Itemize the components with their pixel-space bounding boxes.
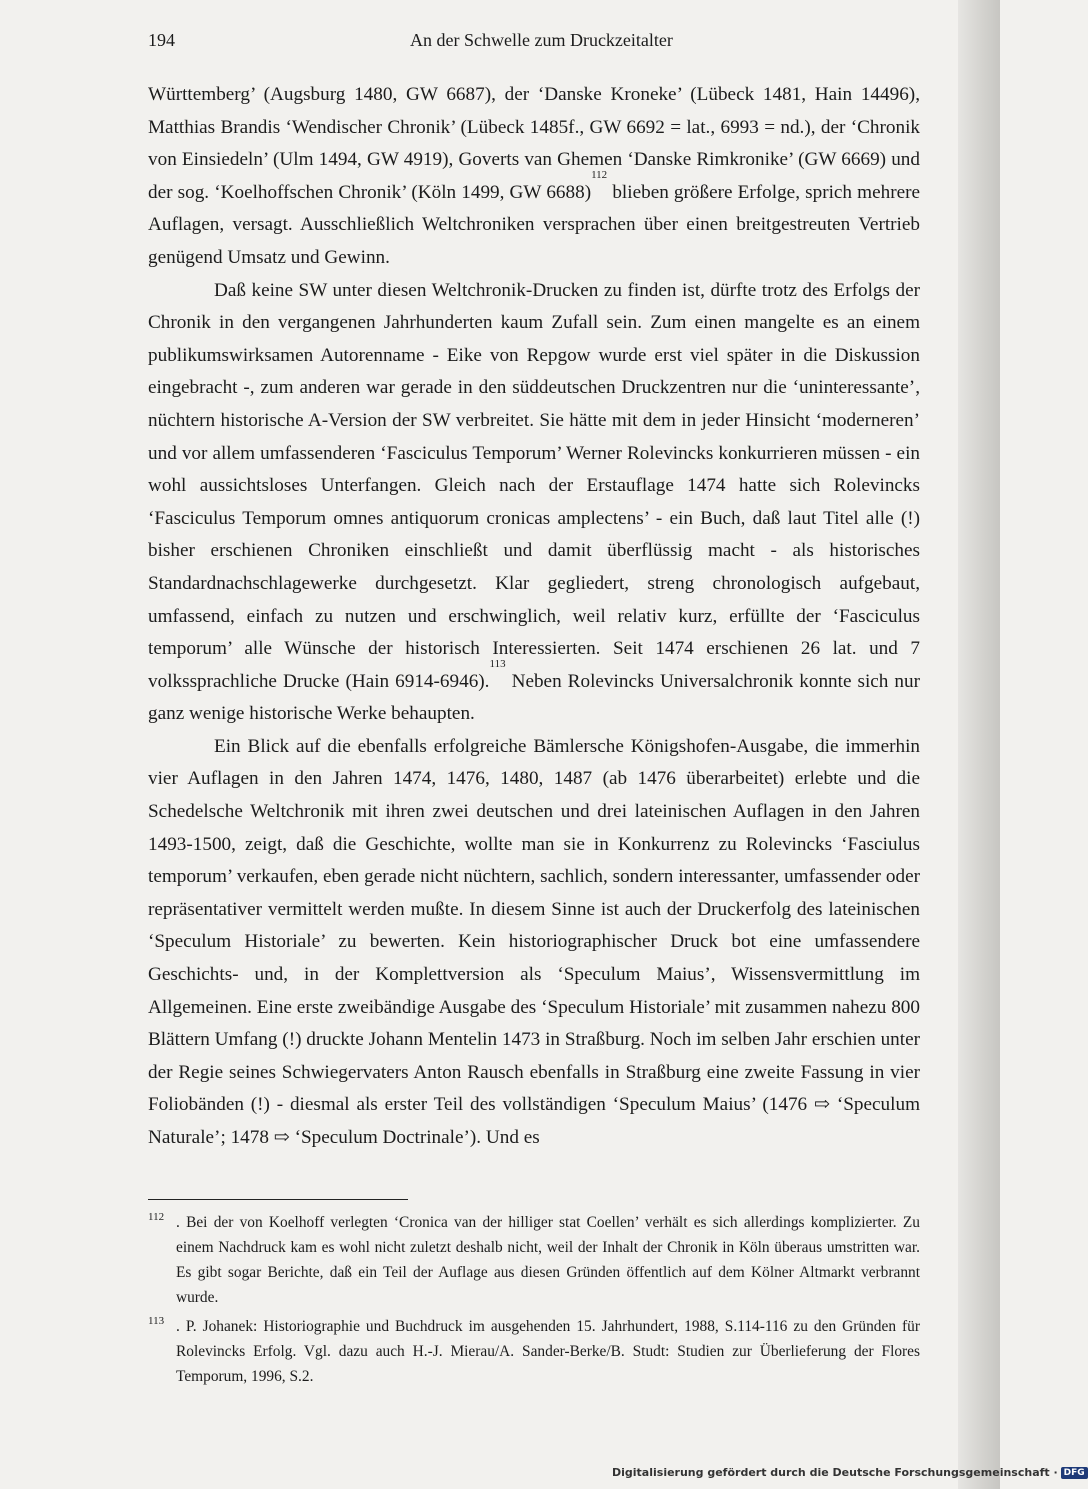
page-edge-shadow	[958, 0, 1000, 1489]
footnote-ref-113[interactable]: 113	[489, 657, 506, 670]
footnote-113	[148, 1314, 920, 1389]
credit-text: Digitalisierung gefördert durch die Deutsche Forschungsgemeinschaft ·	[612, 1466, 1058, 1479]
footnotes	[148, 1210, 920, 1393]
body-text	[148, 79, 920, 1155]
footnote-112	[148, 1210, 920, 1310]
paragraph-2: Daß keine SW unter diesen Weltchronik-Drucken zu finden ist, dürfte trotz des Erfolgs der Chronik in den vergangenen Jahrhunderten kaum Zufall sein. Zum einen mangelte es an einem publikumswirksamen Autorenname - Eike von Repgow wurde erst viel später in die Diskussion eingebracht -, zum anderen war gerade in den süddeutschen Druckzentren nur die ‘uninteressante’, nüchtern historische A-Version der SW verbreitet. Sie hätte mit dem in jeder Hinsicht ‘moderneren’ und vor allem umfassenderen ‘Fasciculus Temporum’ Werner Rolevincks konkurrieren müssen - ein wohl aussichtsloses Unterfangen. Gleich nach der Erstauflage 1474 hatte sich Rolevincks ‘Fasciculus Temporum omnes antiquorum cronicas amplectens’ - ein Buch, daß laut Titel alle (!) bisher erschienen Chroniken einschließt und damit überflüssig macht - als historisches Standardnachschlagewerke durchgesetzt. Klar gegliedert, streng chronologisch aufgebaut, umfassend, einfach zu nutzen und erschwinglich, weil relativ kurz, erfüllte der ‘Fasciculus temporum’ alle Wünsche der historisch Interessierten. Seit 1474 erschienen 26 lat. und 7 volkssprachliche Drucke (Hain 6914-6946).$^{113}$ Neben Rolevincks Universalchronik konnte sich nur ganz wenige historische Werke behaupten.	[148, 279, 920, 725]
footnote-text: . P. Johanek: Historiographie und Buchdruck im ausgehenden 15. Jahrhundert, 1988, S.114-116 zu den Gründen für Rolevincks Erfolg. Vgl. dazu auch H.-J. Mierau/A. Sander-Berke/B. Studt: Studien zur Überlieferung der Flores Temporum, 1996, S.2.	[176, 1318, 920, 1385]
paragraph-3: Ein Blick auf die ebenfalls erfolgreiche Bämlersche Königshofen-Ausgabe, die immerhin vier Auflagen in den Jahren 1474, 1476, 1480, 1487 (ab 1476 überarbeitet) erlebte und die Schedelsche Weltchronik mit ihren zwei deutschen und drei lateinischen Auflagen in den Jahren 1493-1500, zeigt, daß die Geschichte, wollte man sie in Konkurrenz zu Rolevincks ‘Fasciulus temporum’ verkaufen, eben gerade nicht nüchtern, sachlich, sondern interessanter, umfassender oder repräsentativer vermittelt werden mußte. In diesem Sinne ist auch der Druckerfolg des lateinischen ‘Speculum Historiale’ zu bewerten. Kein historiographischer Druck bot eine umfassendere Geschichts- und, in der Komplettversion als ‘Speculum Maius’, Wissensvermittlung im Allgemeinen. Eine erste zweibändige Ausgabe des ‘Speculum Historiale’ mit zusammen nahezu 800 Blättern Umfang (!) druckte Johann Mentelin 1473 in Straßburg. Noch im selben Jahr erschien unter der Regie seines Schwiegervaters Anton Rausch ebenfalls in Straßburg eine zweite Fassung in vier Foliobänden (!) - diesmal als erster Teil des vollständigen ‘Speculum Maius’ (1476 ⇨ ‘Speculum Naturale’; 1478 ⇨ ‘Speculum Doctrinale’). Und es	[148, 735, 920, 1148]
footnote-mark: 113	[148, 1315, 165, 1327]
footnote-text: . Bei der von Koelhoff verlegten ‘Cronica van der hilliger stat Coellen’ verhält es sich allerdings komplizierter. Zu einem Nachdruck kam es wohl nicht zuletzt deshalb nicht, weil der Inhalt der Chronik in Köln überaus umstritten war. Es gibt sogar Berichte, daß ein Teil der Auflage aus diesen Gründen öffentlich auf dem Kölner Altmarkt verbrannt wurde.	[176, 1214, 920, 1306]
footnote-mark: 112	[148, 1211, 165, 1223]
footnote-separator	[148, 1199, 408, 1200]
paragraph-1: Württemberg’ (Augsburg 1480, GW 6687), der ‘Danske Kroneke’ (Lübeck 1481, Hain 14496), Matthias Brandis ‘Wendischer Chronik’ (Lübeck 1485f., GW 6692 = lat., 6993 = nd.), der ‘Chronik von Einsiedeln’ (Ulm 1494, GW 4919), Goverts van Ghemen ‘Danske Rimkronike’ (GW 6669) und der sog. ‘Koelhoffschen Chronik’ (Köln 1499, GW 6688)$^{112}$ blieben größere Erfolge, sprich mehrere Auflagen, versagt. Ausschließlich Weltchroniken versprachen über einen breitgestreuten Vertrieb genügend Umsatz und Gewinn.	[148, 84, 921, 268]
page-number: 194	[148, 30, 175, 50]
page-header	[148, 30, 920, 60]
footnote-ref-112[interactable]: 112	[591, 168, 608, 181]
running-head: An der Schwelle zum Druckzeitalter	[410, 30, 673, 50]
digitization-credit	[612, 1466, 1088, 1479]
dfg-logo: DFG	[1061, 1467, 1088, 1479]
